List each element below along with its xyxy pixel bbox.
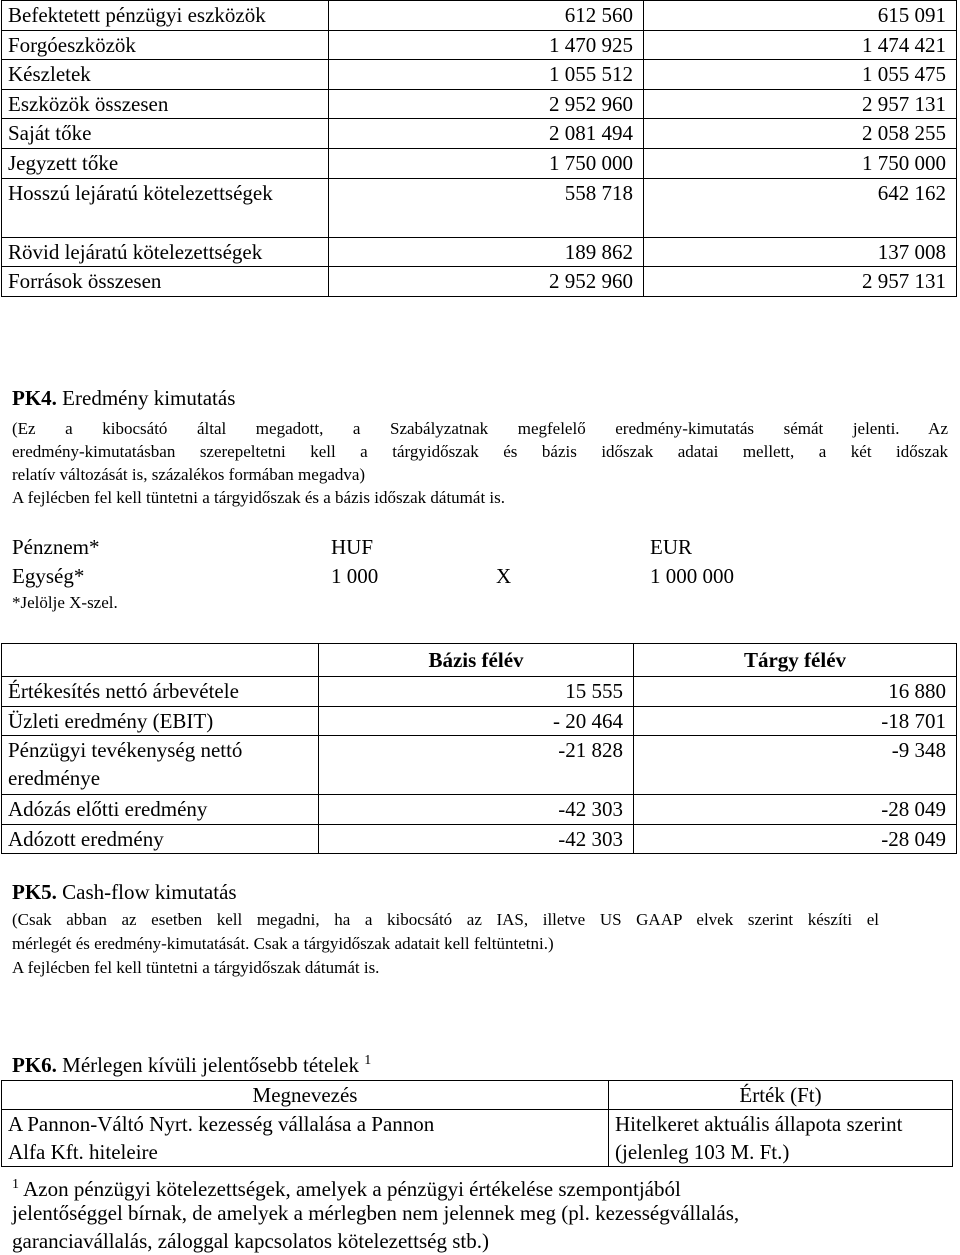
- pk4-note-4: A fejlécben fel kell tüntetni a tárgyidőszak és a bázis időszak dátumát is.: [12, 488, 505, 507]
- current-value: -18 701: [634, 706, 957, 736]
- pk5-title: Cash-flow kimutatás: [56, 880, 237, 904]
- pk4-note-2: eredmény-kimutatásban szerepeltetni kell a tárgyidőszak és bázis időszak adatai mellett, a két időszak: [12, 442, 948, 461]
- table-header-row: [2, 1081, 953, 1110]
- pk4-note-3: relatív változását is, százalékos formában megadva): [12, 465, 366, 484]
- pk4-title: Eredmény kimutatás: [56, 386, 236, 410]
- item-value: Hitelkeret aktuális állapota szerint (jelenleg 103 M. Ft.): [609, 1110, 953, 1167]
- footnote-ref: 1: [364, 1053, 372, 1068]
- base-value: -21 828: [319, 736, 634, 795]
- table-header-row: [2, 644, 957, 677]
- row-label: Készletek: [2, 60, 329, 90]
- currency-label: Pénznem*: [12, 535, 100, 559]
- row-label: Pénzügyi tevékenység nettó eredménye: [2, 736, 319, 795]
- row-label: Adózott eredmény: [2, 824, 319, 854]
- offbal-table: [1, 1080, 953, 1167]
- unit-1000000: 1 000 000: [650, 564, 734, 588]
- pk5-heading: [12, 880, 237, 905]
- unit-label: Egység*: [12, 564, 85, 588]
- footnote-line-1: Azon pénzügyi kötelezettségek, amelyek a pénzügyi értékelése szempontjából: [19, 1177, 681, 1201]
- pk6-heading: [12, 1053, 371, 1078]
- table-row: [2, 706, 957, 736]
- row-label: Befektetett pénzügyi eszközök: [2, 1, 329, 31]
- unit-1000: 1 000: [331, 564, 379, 588]
- current-value: -9 348: [634, 736, 957, 795]
- row-label: Hosszú lejáratú kötelezettségek: [2, 178, 329, 237]
- current-value: -28 049: [634, 795, 957, 825]
- current-value: 615 091: [644, 1, 957, 31]
- table-row: [2, 178, 957, 237]
- currency-huf: HUF: [331, 535, 374, 559]
- table-row: [2, 1, 957, 31]
- table-row: [2, 30, 957, 60]
- pk5-note-2: mérlegét és eredmény-kimutatását. Csak a tárgyidőszak adatait kell feltüntetni.): [12, 934, 554, 953]
- base-value: - 20 464: [319, 706, 634, 736]
- current-value: 2 058 255: [644, 119, 957, 149]
- row-label: Rövid lejáratú kötelezettségek: [2, 237, 329, 267]
- table-row: [2, 237, 957, 267]
- current-value: 1 750 000: [644, 148, 957, 178]
- current-value: -28 049: [634, 824, 957, 854]
- col-current-header: Tárgy félév: [634, 644, 957, 677]
- mark-note: *Jelölje X-szel.: [12, 593, 118, 612]
- pk5-code: PK5.: [12, 880, 57, 904]
- current-value: 2 957 131: [644, 267, 957, 297]
- pk6-code: PK6.: [12, 1053, 57, 1077]
- table-row: [2, 736, 957, 795]
- table-row: [2, 60, 957, 90]
- balance-table: [1, 0, 957, 297]
- base-value: 1 055 512: [329, 60, 644, 90]
- row-label: Források összesen: [2, 267, 329, 297]
- col-name-header: Megnevezés: [2, 1081, 609, 1110]
- current-value: 2 957 131: [644, 89, 957, 119]
- pk5-note-3: A fejlécben fel kell tüntetni a tárgyidőszak dátumát is.: [12, 958, 380, 977]
- current-value: 16 880: [634, 677, 957, 707]
- col-value-header: Érték (Ft): [609, 1081, 953, 1110]
- pk6-title: Mérlegen kívüli jelentősebb tételek: [56, 1053, 365, 1077]
- table-row: [2, 148, 957, 178]
- row-label: Adózás előtti eredmény: [2, 795, 319, 825]
- base-value: 2 952 960: [329, 267, 644, 297]
- base-value: 2 952 960: [329, 89, 644, 119]
- base-value: 15 555: [319, 677, 634, 707]
- base-value: 189 862: [329, 237, 644, 267]
- pk4-code: PK4.: [12, 386, 57, 410]
- row-label: Saját tőke: [2, 119, 329, 149]
- base-value: 2 081 494: [329, 119, 644, 149]
- footnote-mark: 1: [12, 1177, 19, 1192]
- row-label: Értékesítés nettó árbevétele: [2, 677, 319, 707]
- base-value: 1 750 000: [329, 148, 644, 178]
- row-label: Üzleti eredmény (EBIT): [2, 706, 319, 736]
- table-row: [2, 677, 957, 707]
- currency-eur: EUR: [650, 535, 692, 559]
- footnote-line-2: jelentőséggel bírnak, de amelyek a mérlegben nem jelennek meg (pl. kezességvállalás,: [12, 1201, 740, 1225]
- table-row: [2, 1110, 953, 1167]
- current-value: 1 055 475: [644, 60, 957, 90]
- table-row: [2, 119, 957, 149]
- footnote-line-3: garanciavállalás, záloggal kapcsolatos kötelezettség stb.): [12, 1229, 489, 1253]
- table-row: [2, 267, 957, 297]
- table-row: [2, 795, 957, 825]
- pk4-note-1: (Ez a kibocsátó által megadott, a Szabályzatnak megfelelő eredmény-kimutatás sémát jelenti. Az: [12, 419, 948, 438]
- row-label: Jegyzett tőke: [2, 148, 329, 178]
- current-value: 137 008: [644, 237, 957, 267]
- col-base-header: Bázis félév: [319, 644, 634, 677]
- pk5-note-1: (Csak abban az esetben kell megadni, ha a kibocsátó az IAS, illetve US GAAP elvek szerint készíti el: [12, 910, 879, 929]
- base-value: -42 303: [319, 824, 634, 854]
- empty-header-cell: [2, 644, 319, 677]
- unit-mark: X: [496, 564, 512, 588]
- row-label: Eszközök összesen: [2, 89, 329, 119]
- current-value: 1 474 421: [644, 30, 957, 60]
- table-row: [2, 89, 957, 119]
- income-table: [1, 643, 957, 854]
- base-value: 1 470 925: [329, 30, 644, 60]
- pk4-heading: [12, 386, 235, 411]
- base-value: 558 718: [329, 178, 644, 237]
- item-name: A Pannon-Váltó Nyrt. kezesség vállalása a Pannon Alfa Kft. hiteleire: [2, 1110, 609, 1167]
- current-value: 642 162: [644, 178, 957, 237]
- row-label: Forgóeszközök: [2, 30, 329, 60]
- base-value: 612 560: [329, 1, 644, 31]
- table-row: [2, 824, 957, 854]
- base-value: -42 303: [319, 795, 634, 825]
